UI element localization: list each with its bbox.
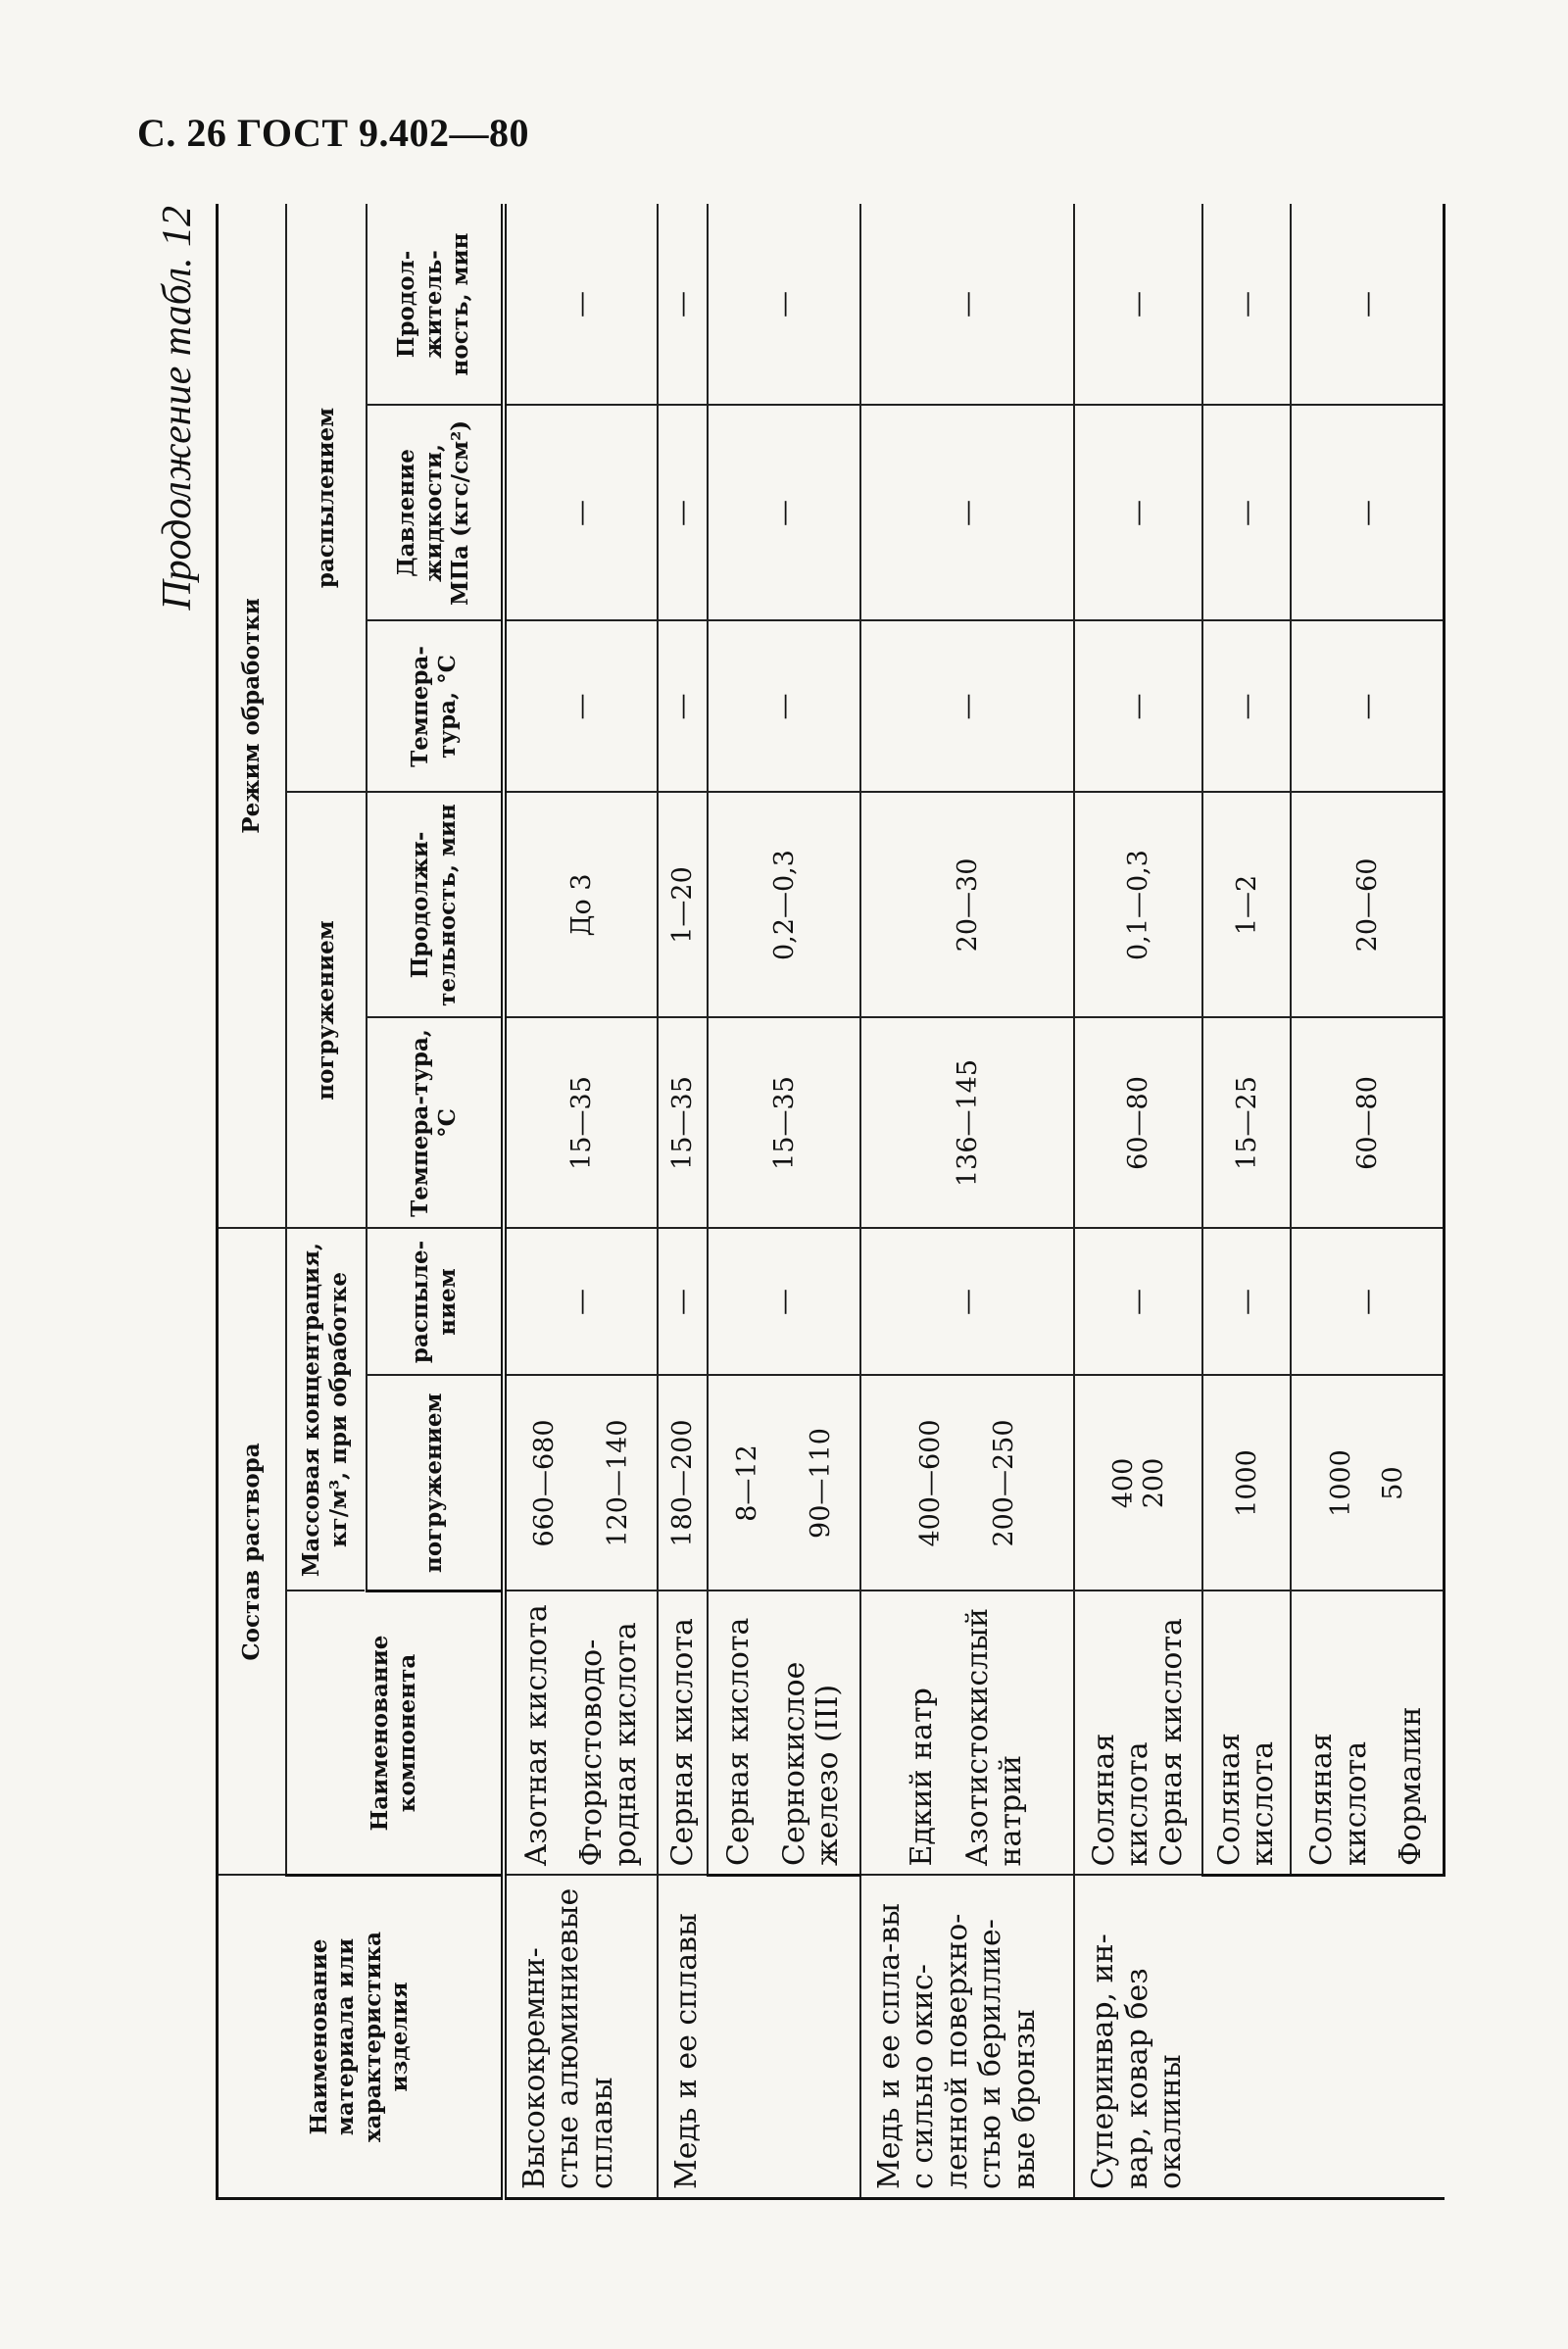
imm-duration-cell: 1—20 xyxy=(658,792,708,1017)
conc-spray-cell: — xyxy=(1074,1228,1201,1375)
imm-duration-cell: 20—60 xyxy=(1291,792,1444,1017)
conc-immersion-cell: 1000 50 xyxy=(1291,1376,1444,1591)
imm-temp-cell: 15—35 xyxy=(658,1017,708,1228)
component-cell: Азотная кислота Фтористоводо-родная кислота xyxy=(504,1591,659,1876)
spr-duration-cell: — xyxy=(1202,204,1292,405)
page-header: С. 26 ГОСТ 9.402—80 xyxy=(137,111,530,155)
imm-temp-cell: 15—35 xyxy=(504,1017,659,1228)
imm-duration-cell: 0,1—0,3 xyxy=(1074,792,1201,1017)
spr-duration-cell: — xyxy=(708,204,860,405)
table-row xyxy=(860,204,1075,2198)
header-component: Наименование компонента xyxy=(286,1591,504,1876)
header-spr-duration: Продол-житель-ность, мин xyxy=(367,204,504,405)
conc-immersion-cell: 660—680 120—140 xyxy=(504,1376,659,1591)
component-cell: Соляная кислота Формалин xyxy=(1291,1591,1444,1876)
spr-duration-cell: — xyxy=(1291,204,1444,405)
data-table xyxy=(216,204,1446,2200)
imm-duration-cell: 1—2 xyxy=(1202,792,1292,1017)
conc-spray-cell: — xyxy=(1202,1228,1292,1375)
header-spr-temp: Темпера-тура, °С xyxy=(367,620,504,792)
conc-immersion-cell: 1000 xyxy=(1202,1376,1292,1591)
header-spr-pressure: Давление жидкости, МПа (кгс/см²) xyxy=(367,405,504,620)
conc-spray-cell: — xyxy=(658,1228,708,1375)
spr-pressure-cell: — xyxy=(1202,405,1292,620)
component-cell: Соляная кислота Серная кислота xyxy=(1074,1591,1201,1876)
header-imm-duration: Продолжи-тельность, мин xyxy=(367,792,504,1017)
material-cell: Высококремни-стые алюминиевые сплавы xyxy=(504,1876,659,2199)
header-spray: распылением xyxy=(286,204,367,792)
spr-pressure-cell: — xyxy=(658,405,708,620)
conc-spray-cell: — xyxy=(1291,1228,1444,1375)
spr-duration-cell: — xyxy=(504,204,659,405)
conc-immersion-cell: 400—600 200—250 xyxy=(860,1376,1075,1591)
imm-temp-cell: 15—35 xyxy=(708,1017,860,1228)
spr-pressure-cell: — xyxy=(1074,405,1201,620)
spr-pressure-cell: — xyxy=(504,405,659,620)
material-cell: Суперинвар, ин-вар, ковар без окалины xyxy=(1074,1876,1444,2199)
spr-temp-cell: — xyxy=(1074,620,1201,792)
spr-pressure-cell: — xyxy=(1291,405,1444,620)
imm-duration-cell: 0,2—0,3 xyxy=(708,792,860,1017)
imm-duration-cell: 20—30 xyxy=(860,792,1075,1017)
header-material: Наименование материала или характеристика изделия xyxy=(218,1876,504,2199)
conc-immersion-cell: 8—12 90—110 xyxy=(708,1376,860,1591)
header-conc-immersion: погружением xyxy=(367,1376,504,1591)
imm-temp-cell: 60—80 xyxy=(1291,1017,1444,1228)
spr-duration-cell: — xyxy=(860,204,1075,405)
table-row xyxy=(658,204,708,2198)
spr-duration-cell: — xyxy=(1074,204,1201,405)
conc-spray-cell: — xyxy=(504,1228,659,1375)
table-caption: Продолжение табл. 12 xyxy=(155,206,200,611)
conc-spray-cell: — xyxy=(860,1228,1075,1375)
header-mode: Режим обработки xyxy=(218,204,286,1228)
spr-temp-cell: — xyxy=(1291,620,1444,792)
component-cell: Соляная кислота xyxy=(1202,1591,1292,1876)
spr-temp-cell: — xyxy=(1202,620,1292,792)
rotated-table-area xyxy=(152,206,1460,2200)
imm-duration-cell: До 3 xyxy=(504,792,659,1017)
table-row xyxy=(1074,204,1201,2198)
conc-immersion-cell: 400 200 xyxy=(1074,1376,1201,1591)
component-cell: Едкий натр Азотистокислый натрий xyxy=(860,1591,1075,1876)
component-cell: Серная кислота Сернокислое железо (III) xyxy=(708,1591,860,1876)
table-row xyxy=(504,204,659,2198)
spr-pressure-cell: — xyxy=(860,405,1075,620)
spr-temp-cell: — xyxy=(658,620,708,792)
header-solution: Состав раствора xyxy=(218,1228,286,1875)
header-imm-temp: Темпера-тура, °С xyxy=(367,1017,504,1228)
conc-spray-cell: — xyxy=(708,1228,860,1375)
spr-temp-cell: — xyxy=(708,620,860,792)
material-cell: Медь и ее спла-вы с сильно окис-ленной поверхно-стью и бериллие-вые бронзы xyxy=(860,1876,1075,2199)
imm-temp-cell: 15—25 xyxy=(1202,1017,1292,1228)
header-conc-spray: распыле-нием xyxy=(367,1228,504,1375)
spr-temp-cell: — xyxy=(860,620,1075,792)
header-immersion: погружением xyxy=(286,792,367,1228)
material-cell: Медь и ее сплавы xyxy=(658,1876,860,2199)
component-cell: Серная кислота xyxy=(658,1591,708,1876)
conc-immersion-cell: 180—200 xyxy=(658,1376,708,1591)
spr-duration-cell: — xyxy=(658,204,708,405)
spr-temp-cell: — xyxy=(504,620,659,792)
imm-temp-cell: 60—80 xyxy=(1074,1017,1201,1228)
header-concentration: Массовая концентрация, кг/м³, при обработке xyxy=(286,1228,365,1590)
spr-pressure-cell: — xyxy=(708,405,860,620)
imm-temp-cell: 136—145 xyxy=(860,1017,1075,1228)
